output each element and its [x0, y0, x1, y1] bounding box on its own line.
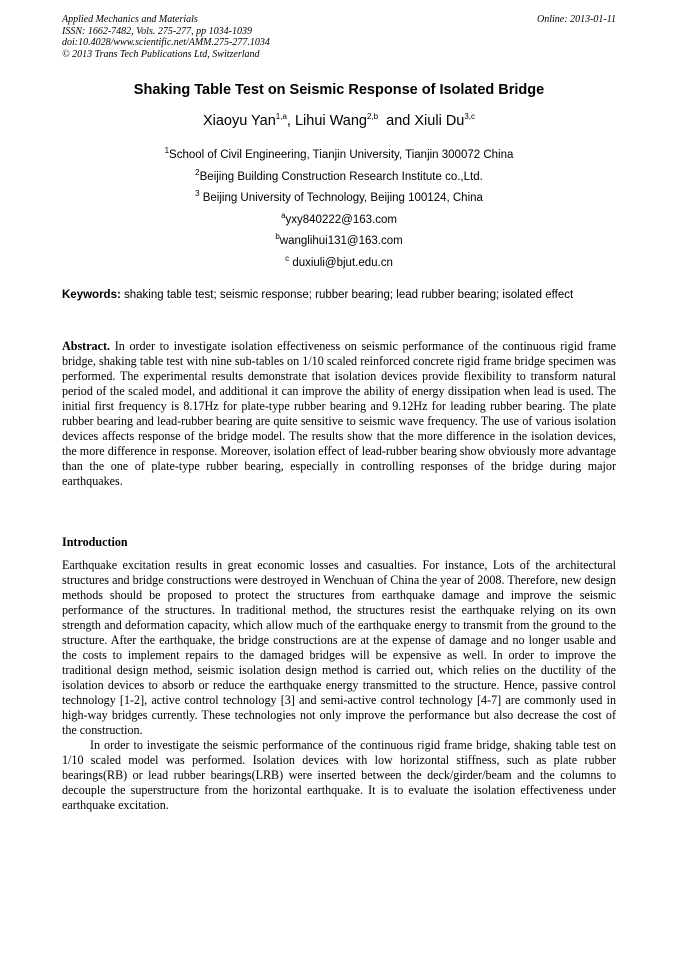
journal-info [62, 14, 616, 60]
journal-name: Applied Mechanics and Materials [62, 14, 198, 25]
introduction-paragraph: Earthquake excitation results in great economic losses and casualties. For instance, Lots of the architectural structures and bridge constructions were destroyed in Wenchuan of China the year of 2008. Therefore, new design methods should be proposed to protect the structures from earthquake damage and improve the seismic performance of the structures. In traditional method, the structures resist the earthquake relying on its own strength and deformation capacity, which allow much of the earthquake energy to transmit from the ground to the structure. After the earthquake, the bridge constructions are at the expense of damage and no longer usable and the costs to implement repairs to the damaged bridges will be expensive as well. In order to improve the traditional design method, seismic isolation design method is carried out, which relies on the ductility of the isolation devices to absorb or reduce the earthquake energy transmitted to the structure. Hence, passive control technology [1-2], active control technology [3] and semi-active control technology [4-7] are commonly used in high-way bridges currently. These technologies not only improve the performance but also decrease the cost of the construction. [62, 558, 616, 737]
online-date: Online: 2013-01-11 [537, 14, 616, 25]
author-separator: and [378, 113, 415, 129]
author-list [62, 113, 616, 129]
affiliation-list [62, 145, 616, 275]
email-line [62, 253, 616, 275]
affiliation-text: School of Civil Engineering, Tianjin University, Tianjin 300072 China [169, 149, 514, 161]
email-address[interactable]: yxy840222@163.com [285, 213, 397, 226]
email-mark: c [285, 254, 290, 264]
keywords-text: shaking table test; seismic response; rubber bearing; lead rubber bearing; isolated effect [120, 289, 574, 301]
author-affiliation-mark: 3,c [464, 112, 476, 122]
introduction-heading: Introduction [62, 535, 128, 549]
affiliation-line [62, 188, 616, 210]
email-mark: b [275, 232, 280, 242]
abstract-label: Abstract. [62, 339, 111, 353]
email-line [62, 210, 616, 232]
author-separator: , [286, 113, 295, 129]
author-affiliation-mark: 2,b [366, 112, 379, 122]
affiliation-mark: 2 [195, 167, 200, 177]
email-line [62, 231, 616, 253]
author-name: Xiaoyu Yan [202, 113, 276, 129]
author-name: Xiuli Du [414, 113, 465, 129]
abstract-section [62, 339, 616, 489]
keywords-section [62, 288, 616, 302]
author-name: Lihui Wang [294, 113, 367, 129]
running-header [62, 14, 616, 60]
paper-title: Shaking Table Test on Seismic Response of Isolated Bridge [133, 82, 545, 98]
email-address[interactable]: duxiuli@bjut.edu.cn [289, 256, 393, 269]
author-affiliation-mark: 1,a [275, 112, 287, 122]
introduction-paragraph: In order to investigate the seismic performance of the continuous rigid frame bridge, shaking table test on 1/10 scaled model was performed. Isolation devices with low horizontal stiffness, such as plate rubber bearings(RB) or lead rubber bearings(LRB) were inserted between the deck/girder/beam and the columns to decouple the superstructure from the horizontal earthquake. It is to evaluate the isolation effectiveness under earthquake excitation. [62, 738, 616, 812]
copyright-line: © 2013 Trans Tech Publications Ltd, Switzerland [62, 48, 260, 60]
abstract-text: In order to investigate isolation effectiveness on seismic performance of the continuous rigid frame bridge, shaking table test with nine sub-tables on 1/10 scaled reinforced concrete rigid frame bridge specimen was performed. The experimental results demonstrate that isolation devices provide flexibility to transform natural period of the scaled model, and additional it can improve the ability of energy dissipation when lead is used. The initial first frequency is 8.17Hz for plate-type rubber bearing and 9.12Hz for leading rubber bearing. The plate rubber bearing and lead-rubber bearing are quite sensitive to seismic wave frequency. The use of various isolation devices affects response of the bridge model. The results show that the more difference in the isolation devices, the more difference in response. Moreover, isolation effect of lead-rubber bearing show obviously more advantage than the one of plate-type rubber bearing, especially in controlling responses of the bridge during major earthquakes. [62, 339, 616, 488]
keywords-label: Keywords: [62, 289, 121, 301]
introduction-body [62, 558, 616, 813]
affiliation-text: Beijing Building Construction Research Institute co.,Ltd. [199, 170, 483, 183]
affiliation-text: Beijing University of Technology, Beijing 100124, China [199, 192, 483, 205]
affiliation-mark: 3 [195, 189, 200, 199]
affiliation-line [62, 145, 616, 167]
doi-line[interactable]: doi:10.4028/www.scientific.net/AMM.275-277.1034 [62, 37, 270, 48]
affiliation-mark: 1 [164, 146, 170, 156]
affiliation-line [62, 167, 616, 189]
email-mark: a [281, 210, 286, 220]
issn-line: ISSN: 1662-7482, Vols. 275-277, pp 1034-1039 [62, 25, 252, 37]
email-address[interactable]: wanglihui131@163.com [279, 235, 403, 248]
